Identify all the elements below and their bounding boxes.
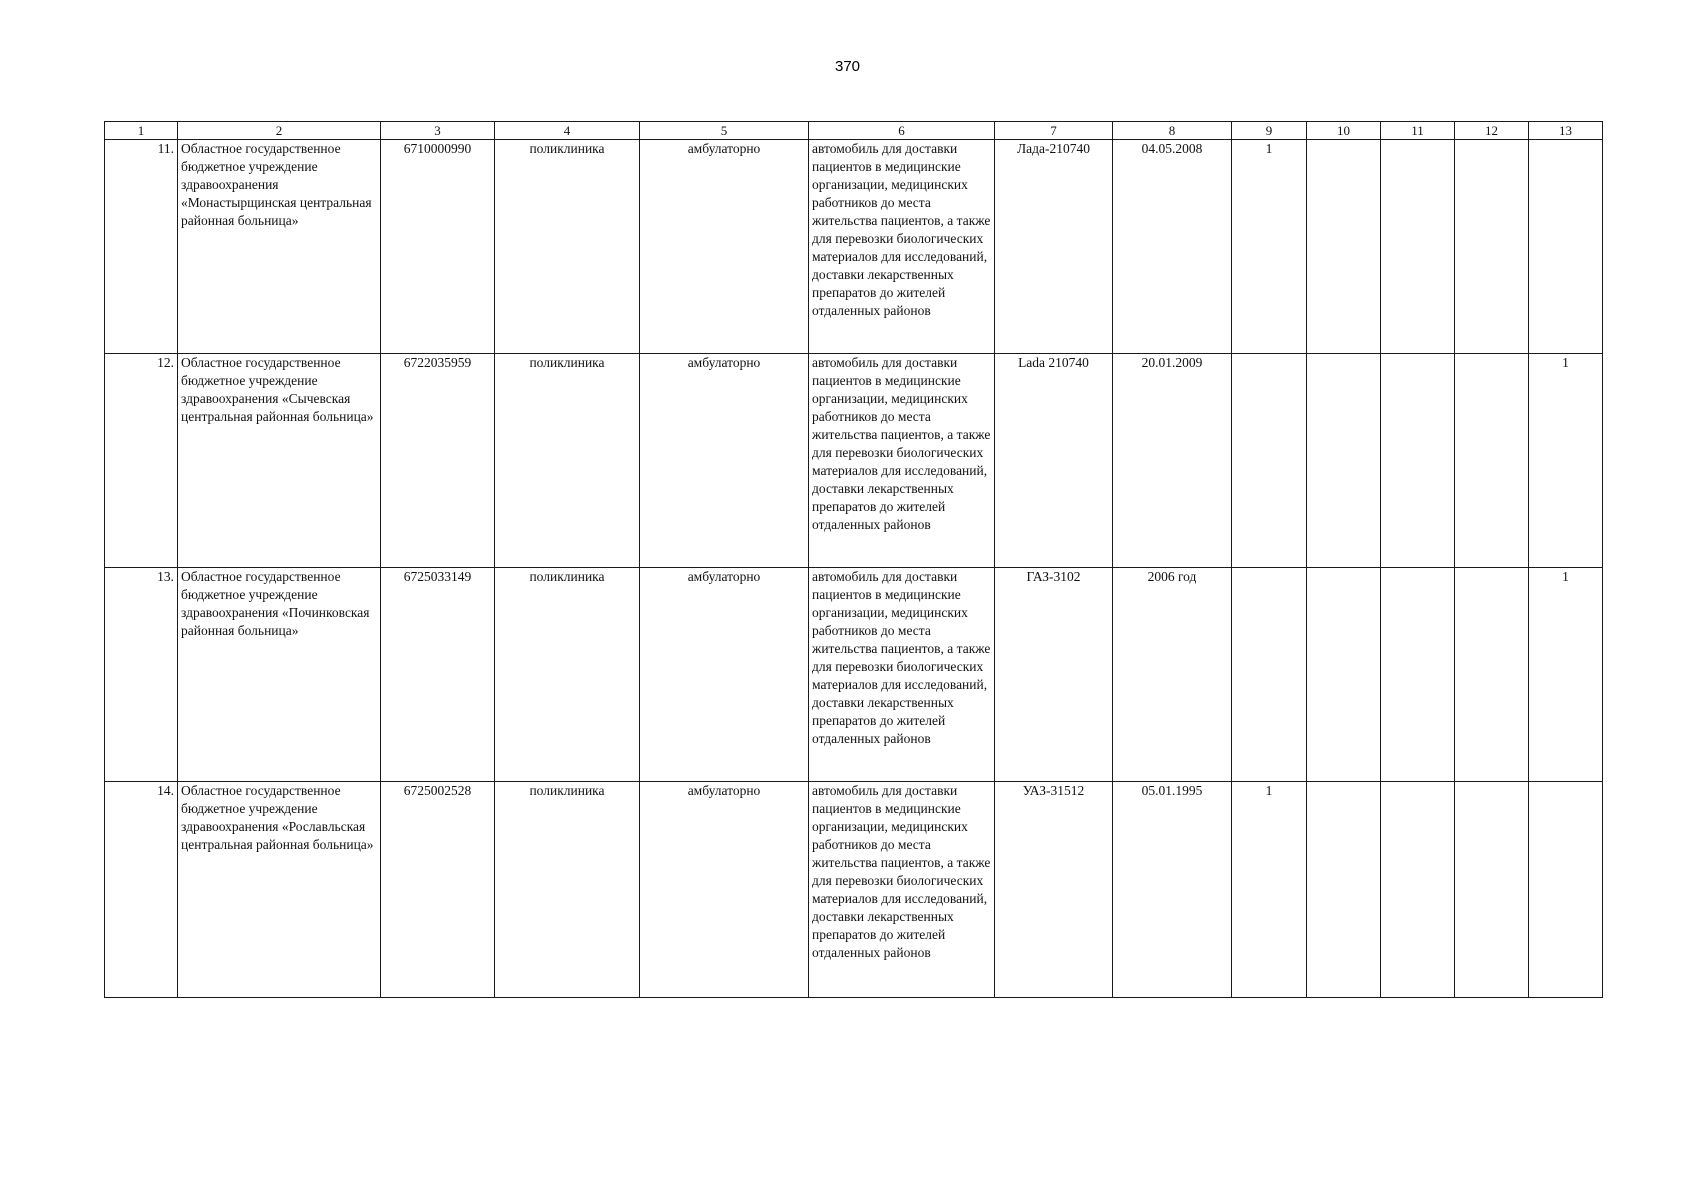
column-number-row [105,122,1603,140]
table-row [105,354,1603,568]
column-header: 1 [105,122,178,140]
column-header: 10 [1307,122,1381,140]
row-number: 12. [105,354,178,568]
care-mode-cell: амбулаторно [640,568,809,782]
column-header: 7 [995,122,1113,140]
unit-type-cell: поликлиника [495,354,640,568]
col9-cell: 1 [1232,782,1307,998]
vehicle-model-cell: УАЗ-31512 [995,782,1113,998]
col10-cell [1307,354,1381,568]
col10-cell [1307,782,1381,998]
column-header: 8 [1113,122,1232,140]
care-mode-cell: амбулаторно [640,354,809,568]
vehicle-registry-table [104,121,1603,998]
col11-cell [1381,140,1455,354]
row-number: 13. [105,568,178,782]
inn-cell: 6710000990 [381,140,495,354]
column-header: 6 [809,122,995,140]
column-header: 2 [178,122,381,140]
column-header: 4 [495,122,640,140]
vehicle-purpose-cell: автомобиль для доставки пациентов в медицинские организации, медицинских работников до места жительства пациентов, а также для перевозки биологических материалов для исследований, доставки лекарственных препаратов до жителей отдаленных районов [809,782,995,998]
col11-cell [1381,782,1455,998]
page-number: 370 [834,58,861,75]
institution-name: Областное государственное бюджетное учреждение здравоохранения «Монастырщинская центральная районная больница» [178,140,381,354]
institution-name: Областное государственное бюджетное учреждение здравоохранения «Рославльская центральная районная больница» [178,782,381,998]
col12-cell [1455,782,1529,998]
date-cell: 20.01.2009 [1113,354,1232,568]
institution-name: Областное государственное бюджетное учреждение здравоохранения «Починковская районная больница» [178,568,381,782]
col10-cell [1307,140,1381,354]
vehicle-model-cell: Lada 210740 [995,354,1113,568]
inn-cell: 6725033149 [381,568,495,782]
column-header: 5 [640,122,809,140]
col13-cell [1529,782,1603,998]
row-number: 11. [105,140,178,354]
row-number: 14. [105,782,178,998]
vehicle-purpose-cell: автомобиль для доставки пациентов в медицинские организации, медицинских работников до места жительства пациентов, а также для перевозки биологических материалов для исследований, доставки лекарственных препаратов до жителей отдаленных районов [809,568,995,782]
unit-type-cell: поликлиника [495,140,640,354]
column-header: 11 [1381,122,1455,140]
inn-cell: 6722035959 [381,354,495,568]
table-row [105,782,1603,998]
column-header: 9 [1232,122,1307,140]
col10-cell [1307,568,1381,782]
date-cell: 04.05.2008 [1113,140,1232,354]
unit-type-cell: поликлиника [495,568,640,782]
column-header: 13 [1529,122,1603,140]
vehicle-purpose-cell: автомобиль для доставки пациентов в медицинские организации, медицинских работников до места жительства пациентов, а также для перевозки биологических материалов для исследований, доставки лекарственных препаратов до жителей отдаленных районов [809,140,995,354]
col13-cell [1529,140,1603,354]
col12-cell [1455,140,1529,354]
col12-cell [1455,568,1529,782]
col13-cell: 1 [1529,568,1603,782]
column-header: 3 [381,122,495,140]
care-mode-cell: амбулаторно [640,140,809,354]
col13-cell: 1 [1529,354,1603,568]
inn-cell: 6725002528 [381,782,495,998]
col9-cell: 1 [1232,140,1307,354]
table-row [105,568,1603,782]
vehicle-model-cell: ГАЗ-3102 [995,568,1113,782]
table-row [105,140,1603,354]
col11-cell [1381,568,1455,782]
col11-cell [1381,354,1455,568]
date-cell: 05.01.1995 [1113,782,1232,998]
vehicle-purpose-cell: автомобиль для доставки пациентов в медицинские организации, медицинских работников до места жительства пациентов, а также для перевозки биологических материалов для исследований, доставки лекарственных препаратов до жителей отдаленных районов [809,354,995,568]
column-header: 12 [1455,122,1529,140]
col9-cell [1232,568,1307,782]
institution-name: Областное государственное бюджетное учреждение здравоохранения «Сычевская центральная районная больница» [178,354,381,568]
col9-cell [1232,354,1307,568]
col12-cell [1455,354,1529,568]
date-cell: 2006 год [1113,568,1232,782]
care-mode-cell: амбулаторно [640,782,809,998]
unit-type-cell: поликлиника [495,782,640,998]
vehicle-model-cell: Лада-210740 [995,140,1113,354]
